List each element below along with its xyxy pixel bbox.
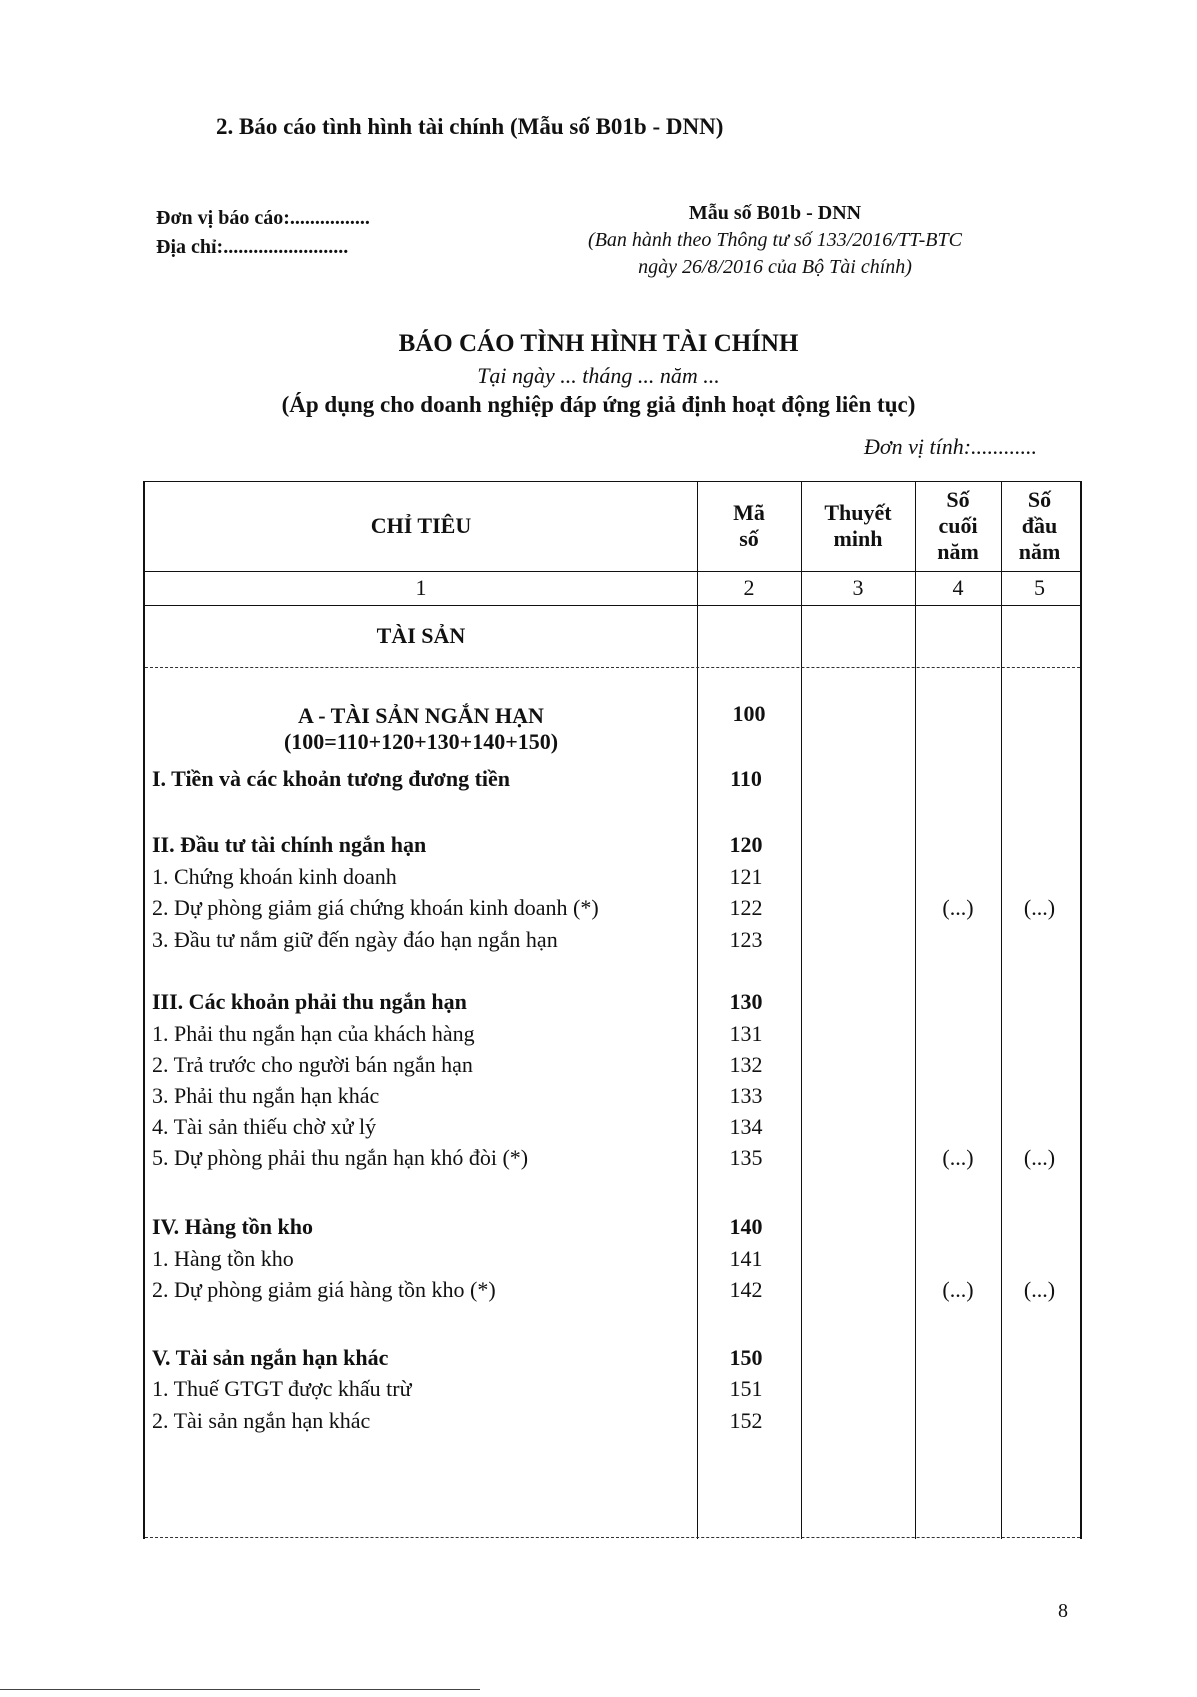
address-label: Địa chỉ:.........................	[156, 236, 349, 258]
table-row	[145, 1342, 1080, 1376]
form-reference-block	[525, 200, 1025, 281]
row-code: 110	[730, 766, 762, 791]
header-code: Mã số	[733, 500, 765, 551]
row-label: 1. Hàng tồn kho	[152, 1246, 294, 1271]
row-label: 2. Dự phòng giảm giá hàng tồn kho (*)	[152, 1277, 496, 1302]
row-code: 141	[729, 1246, 763, 1271]
report-title: BÁO CÁO TÌNH HÌNH TÀI CHÍNH	[398, 330, 799, 357]
row-label: III. Các khoản phải thu ngắn hạn	[152, 989, 467, 1014]
row-code: 121	[729, 864, 763, 889]
table-row	[145, 861, 1080, 895]
column-number: 2	[743, 575, 755, 600]
assets-heading: TÀI SẢN	[376, 623, 466, 648]
table-border-bottom	[145, 1537, 1080, 1538]
row-label: V. Tài sản ngắn hạn khác	[152, 1345, 389, 1370]
section-a-code: 100	[732, 701, 766, 726]
row-beginning-of-year: (...)	[1023, 1145, 1056, 1170]
report-date: Tại ngày ... tháng ... năm ...	[477, 363, 720, 388]
row-label: IV. Hàng tồn kho	[152, 1214, 313, 1239]
table-row	[145, 1373, 1080, 1407]
table-row	[145, 1142, 1080, 1176]
row-code: 130	[729, 989, 763, 1014]
row-label: 3. Phải thu ngắn hạn khác	[152, 1083, 380, 1108]
row-end-of-year: (...)	[942, 1145, 974, 1170]
table-row	[145, 1111, 1080, 1145]
row-label: 2. Dự phòng giảm giá chứng khoán kinh doanh (*)	[152, 895, 599, 920]
row-code: 132	[729, 1052, 763, 1077]
row-label: 2. Trả trước cho người bán ngắn hạn	[152, 1052, 473, 1077]
table-row	[145, 1243, 1080, 1277]
section-a-heading: A - TÀI SẢN NGẮN HẠN (100=110+120+130+140+150)	[283, 703, 559, 754]
header-indicator: CHỈ TIÊU	[370, 513, 472, 538]
row-label: 1. Thuế GTGT được khấu trừ	[152, 1376, 412, 1401]
row-code: 142	[729, 1277, 763, 1302]
row-code: 135	[729, 1145, 763, 1170]
row-end-of-year: (...)	[942, 1277, 974, 1302]
page-number: 8	[1058, 1600, 1068, 1622]
table-row	[145, 1274, 1080, 1308]
row-code: 150	[729, 1345, 763, 1370]
form-issued: (Ban hành theo Thông tư số 133/2016/TT-BTC	[588, 229, 962, 251]
row-end-of-year: (...)	[942, 895, 974, 920]
reporting-unit-block	[156, 204, 370, 262]
row-code: 131	[729, 1021, 763, 1046]
row-code: 133	[729, 1083, 763, 1108]
bottom-rule	[0, 1689, 480, 1690]
row-label: II. Đầu tư tài chính ngắn hạn	[152, 832, 427, 857]
table-row	[145, 1211, 1080, 1245]
column-number: 3	[852, 575, 864, 600]
column-number: 1	[415, 575, 427, 600]
row-label: I. Tiền và các khoản tương đương tiền	[152, 766, 511, 791]
row-code: 120	[729, 832, 763, 857]
column-number: 4	[952, 575, 964, 600]
unit-name-label: Đơn vị báo cáo:................	[156, 207, 370, 229]
header-end-of-year: Số cuối năm	[937, 487, 979, 564]
row-code: 152	[729, 1408, 763, 1433]
row-label: 5. Dự phòng phải thu ngắn hạn khó đòi (*)	[152, 1145, 529, 1170]
table-row	[145, 763, 1080, 797]
table-row	[145, 1049, 1080, 1083]
row-beginning-of-year: (...)	[1023, 895, 1056, 920]
table-row	[145, 1080, 1080, 1114]
row-code: 140	[729, 1214, 763, 1239]
row-code: 151	[729, 1376, 763, 1401]
form-issued-date: ngày 26/8/2016 của Bộ Tài chính)	[638, 256, 912, 278]
report-applies: (Áp dụng cho doanh nghiệp đáp ứng giả định hoạt động liên tục)	[281, 392, 916, 417]
table-row	[145, 1018, 1080, 1052]
row-label: 4. Tài sản thiếu chờ xử lý	[152, 1114, 377, 1139]
row-label: 2. Tài sản ngắn hạn khác	[152, 1408, 371, 1433]
table-row	[145, 1405, 1080, 1439]
section-heading: 2. Báo cáo tình hình tài chính (Mẫu số B01b - DNN)	[216, 114, 724, 139]
header-beginning-of-year: Số đầu năm	[1018, 487, 1061, 564]
report-unit: Đơn vị tính:............	[864, 434, 1038, 459]
row-label: 1. Chứng khoán kinh doanh	[152, 864, 397, 889]
table-row	[145, 924, 1080, 958]
row-label: 3. Đầu tư nắm giữ đến ngày đáo hạn ngắn hạn	[152, 927, 558, 952]
header-note: Thuyết minh	[824, 500, 892, 551]
column-number: 5	[1034, 575, 1045, 600]
row-code: 123	[729, 927, 763, 952]
table-row	[145, 892, 1080, 926]
table-row	[145, 986, 1080, 1020]
table-row	[145, 829, 1080, 863]
row-code: 122	[729, 895, 763, 920]
row-label: 1. Phải thu ngắn hạn của khách hàng	[152, 1021, 475, 1046]
row-divider	[145, 667, 1080, 668]
financial-position-table	[143, 481, 1082, 1539]
form-code: Mẫu số B01b - DNN	[688, 202, 862, 224]
row-beginning-of-year: (...)	[1023, 1277, 1056, 1302]
row-code: 134	[729, 1114, 763, 1139]
